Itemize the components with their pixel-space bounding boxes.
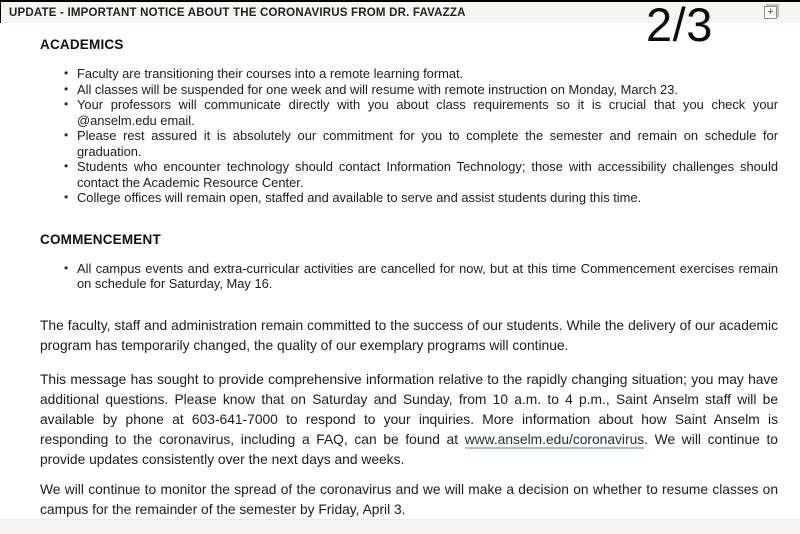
paragraph-contact-info <box>40 370 778 470</box>
list-item: • Faculty are transitioning their courses into a remote learning format. <box>40 66 778 82</box>
list-item: • Please rest assured it is absolutely our commitment for you to complete the semester and remain on schedule for graduation. <box>40 128 778 159</box>
section-heading-commencement: COMMENCEMENT <box>40 231 161 247</box>
list-item: • All campus events and extra-curricular activities are cancelled for now, but at this time Commencement exercises remain on schedule for Saturday, May 16. <box>40 261 778 292</box>
expand-button[interactable] <box>764 6 777 19</box>
footer-strip <box>0 519 800 534</box>
notice-header-title: UPDATE - IMPORTANT NOTICE ABOUT THE CORONAVIRUS FROM DR. FAVAZZA <box>9 6 466 19</box>
list-item: • Students who encounter technology should contact Information Technology; those with accessibility challenges should contact the Academic Resource Center. <box>40 159 778 190</box>
paragraph-contact-text-before: This message has sought to provide comprehensive information relative to the rapidly changing situation; you may have additional questions. Please know that on Saturday and Sunday, from 10 a.m. to 4 p.m., Saint Anselm staff will be available by phone at 603-641-7000 to respond to your inquiries. More information about how Saint Anselm is responding to the coronavirus, including a FAQ, can be found at <box>40 371 778 447</box>
list-item: • Your professors will communicate directly with you about class requirements so it is crucial that you check your @anselm.edu email. <box>40 97 778 128</box>
paragraph-monitoring: We will continue to monitor the spread of the coronavirus and we will make a decision on whether to resume classes on campus for the remainder of the semester by Friday, April 3. <box>40 481 778 517</box>
page-indicator: 2/3 <box>646 0 713 51</box>
paragraph-contact-text-after: . We will continue to provide updates consistently over the next days and weeks. <box>40 431 778 467</box>
document-body <box>0 23 800 520</box>
academics-bullet-list <box>40 66 778 206</box>
commencement-bullet-list <box>40 261 778 292</box>
section-heading-academics: ACADEMICS <box>40 37 124 52</box>
expand-icon: + <box>767 5 774 18</box>
list-item: • College offices will remain open, staffed and available to serve and assist students during this time. <box>40 190 778 206</box>
paragraph-commitment: The faculty, staff and administration remain committed to the success of our students. While the delivery of our academic program has temporarily changed, the quality of our exemplary programs will continue. <box>40 317 778 353</box>
coronavirus-link[interactable]: www.anselm.edu/coronavirus <box>464 431 645 447</box>
list-item: • All classes will be suspended for one week and will resume with remote instruction on Monday, March 23. <box>40 82 778 98</box>
